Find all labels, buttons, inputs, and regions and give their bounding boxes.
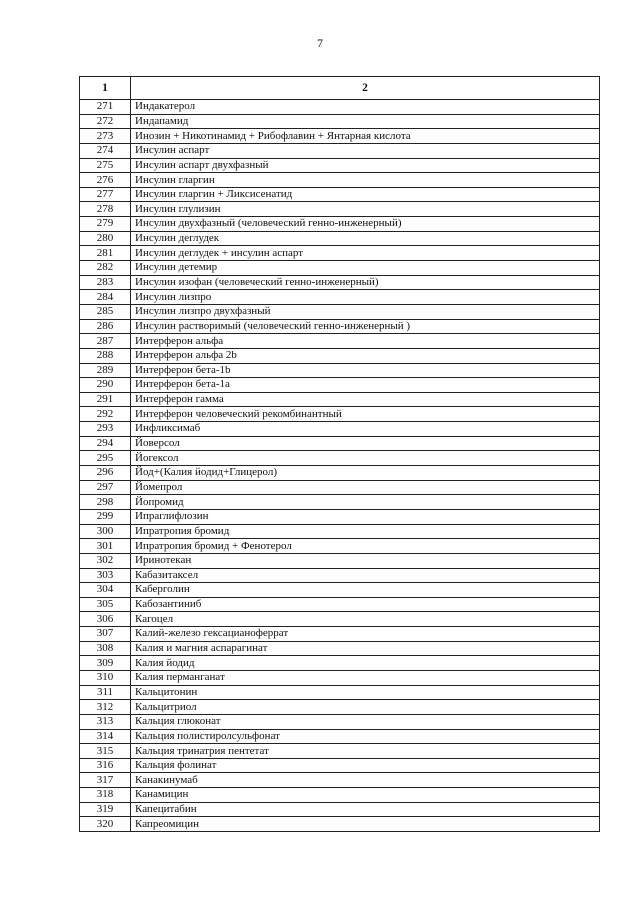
table-row (80, 744, 600, 759)
table-row (80, 173, 600, 188)
table-row (80, 509, 600, 524)
drug-name-cell: Калия йодид (131, 656, 600, 671)
drug-name-cell: Иринотекан (131, 553, 600, 568)
table-body (80, 100, 600, 832)
drug-name-cell: Каберголин (131, 583, 600, 598)
row-number-cell: 316 (80, 758, 131, 773)
row-number-cell: 282 (80, 261, 131, 276)
table-row (80, 231, 600, 246)
row-number-cell: 310 (80, 670, 131, 685)
row-number-cell: 281 (80, 246, 131, 261)
table-row (80, 480, 600, 495)
table-row (80, 348, 600, 363)
row-number-cell: 294 (80, 436, 131, 451)
row-number-cell: 276 (80, 173, 131, 188)
row-number-cell: 278 (80, 202, 131, 217)
drug-name-cell: Кабозантиниб (131, 597, 600, 612)
row-number-cell: 284 (80, 290, 131, 305)
table-row (80, 187, 600, 202)
table-row (80, 114, 600, 129)
table-row (80, 729, 600, 744)
table-row (80, 407, 600, 422)
table-row (80, 714, 600, 729)
drug-name-cell: Интерферон человеческий рекомбинантный (131, 407, 600, 422)
drug-name-cell: Инфликсимаб (131, 422, 600, 437)
row-number-cell: 291 (80, 392, 131, 407)
row-number-cell: 292 (80, 407, 131, 422)
table-row (80, 378, 600, 393)
drug-name-cell: Инсулин гларгин (131, 173, 600, 188)
drug-name-cell: Инсулин двухфазный (человеческий генно-инженерный) (131, 217, 600, 232)
drug-name-cell: Кальцитриол (131, 700, 600, 715)
table-row (80, 817, 600, 832)
drug-name-cell: Интерферон альфа (131, 334, 600, 349)
table-row (80, 685, 600, 700)
table-row (80, 217, 600, 232)
row-number-cell: 275 (80, 158, 131, 173)
table-row (80, 202, 600, 217)
table-row (80, 700, 600, 715)
row-number-cell: 272 (80, 114, 131, 129)
table-row (80, 100, 600, 115)
drug-name-cell: Кальцитонин (131, 685, 600, 700)
table-row (80, 641, 600, 656)
table-row (80, 451, 600, 466)
table-row (80, 392, 600, 407)
row-number-cell: 297 (80, 480, 131, 495)
row-number-cell: 287 (80, 334, 131, 349)
page-number: 7 (317, 36, 323, 50)
row-number-cell: 308 (80, 641, 131, 656)
drug-name-cell: Кальция глюконат (131, 714, 600, 729)
drug-name-cell: Канамицин (131, 788, 600, 803)
row-number-cell: 305 (80, 597, 131, 612)
table-row (80, 466, 600, 481)
drug-name-cell: Йод+(Калия йодид+Глицерол) (131, 466, 600, 481)
row-number-cell: 309 (80, 656, 131, 671)
drug-name-cell: Йоверсол (131, 436, 600, 451)
drug-name-cell: Индакатерол (131, 100, 600, 115)
drug-name-cell: Капреомицин (131, 817, 600, 832)
row-number-cell: 320 (80, 817, 131, 832)
drug-name-cell: Йомепрол (131, 480, 600, 495)
table-row (80, 597, 600, 612)
row-number-cell: 307 (80, 627, 131, 642)
row-number-cell: 298 (80, 495, 131, 510)
drug-name-cell: Инсулин изофан (человеческий генно-инженерный) (131, 275, 600, 290)
row-number-cell: 280 (80, 231, 131, 246)
drug-name-cell: Инсулин деглудек (131, 231, 600, 246)
drug-name-cell: Кагоцел (131, 612, 600, 627)
drug-table (79, 76, 600, 832)
row-number-cell: 313 (80, 714, 131, 729)
table-row (80, 539, 600, 554)
row-number-cell: 296 (80, 466, 131, 481)
table-row (80, 758, 600, 773)
drug-name-cell: Ипраглифлозин (131, 509, 600, 524)
drug-name-cell: Калия и магния аспарагинат (131, 641, 600, 656)
drug-name-cell: Инсулин деглудек + инсулин аспарт (131, 246, 600, 261)
table-row (80, 788, 600, 803)
table-row (80, 583, 600, 598)
table-row (80, 773, 600, 788)
table-row (80, 129, 600, 144)
drug-name-cell: Интерферон альфа 2b (131, 348, 600, 363)
row-number-cell: 285 (80, 304, 131, 319)
drug-name-cell: Йогексол (131, 451, 600, 466)
table-row (80, 656, 600, 671)
row-number-cell: 311 (80, 685, 131, 700)
row-number-cell: 303 (80, 568, 131, 583)
table-header-row (80, 77, 600, 100)
row-number-cell: 286 (80, 319, 131, 334)
table-row (80, 290, 600, 305)
table-row (80, 802, 600, 817)
table-row (80, 553, 600, 568)
drug-name-cell: Инсулин растворимый (человеческий генно-инженерный ) (131, 319, 600, 334)
row-number-cell: 302 (80, 553, 131, 568)
table-row (80, 261, 600, 276)
drug-name-cell: Индапамид (131, 114, 600, 129)
table-row (80, 319, 600, 334)
table-row (80, 436, 600, 451)
drug-name-cell: Ипратропия бромид (131, 524, 600, 539)
table-row (80, 246, 600, 261)
table-row (80, 158, 600, 173)
row-number-cell: 314 (80, 729, 131, 744)
table-row (80, 627, 600, 642)
drug-name-cell: Калий-железо гексацианоферрат (131, 627, 600, 642)
drug-name-cell: Интерферон гамма (131, 392, 600, 407)
row-number-cell: 273 (80, 129, 131, 144)
drug-name-cell: Капецитабин (131, 802, 600, 817)
row-number-cell: 271 (80, 100, 131, 115)
table-row (80, 568, 600, 583)
table-row (80, 304, 600, 319)
row-number-cell: 279 (80, 217, 131, 232)
drug-name-cell: Кальция тринатрия пентетат (131, 744, 600, 759)
column-header-name: 2 (131, 77, 600, 100)
table-row (80, 612, 600, 627)
drug-name-cell: Инсулин лизпро двухфазный (131, 304, 600, 319)
drug-name-cell: Интерферон бета-1b (131, 363, 600, 378)
row-number-cell: 301 (80, 539, 131, 554)
row-number-cell: 318 (80, 788, 131, 803)
row-number-cell: 293 (80, 422, 131, 437)
table-row (80, 334, 600, 349)
drug-name-cell: Ипратропия бромид + Фенотерол (131, 539, 600, 554)
drug-name-cell: Интерферон бета-1a (131, 378, 600, 393)
table-row (80, 670, 600, 685)
row-number-cell: 312 (80, 700, 131, 715)
row-number-cell: 319 (80, 802, 131, 817)
row-number-cell: 315 (80, 744, 131, 759)
drug-name-cell: Калия перманганат (131, 670, 600, 685)
drug-name-cell: Кальция фолинат (131, 758, 600, 773)
table-row (80, 524, 600, 539)
row-number-cell: 317 (80, 773, 131, 788)
drug-name-cell: Канакинумаб (131, 773, 600, 788)
row-number-cell: 295 (80, 451, 131, 466)
row-number-cell: 274 (80, 143, 131, 158)
row-number-cell: 304 (80, 583, 131, 598)
drug-name-cell: Инсулин детемир (131, 261, 600, 276)
table-row (80, 143, 600, 158)
row-number-cell: 299 (80, 509, 131, 524)
table-row (80, 495, 600, 510)
drug-name-cell: Инсулин глулизин (131, 202, 600, 217)
drug-name-cell: Инсулин аспарт двухфазный (131, 158, 600, 173)
drug-name-cell: Кабазитаксел (131, 568, 600, 583)
row-number-cell: 306 (80, 612, 131, 627)
drug-name-cell: Инозин + Никотинамид + Рибофлавин + Янтарная кислота (131, 129, 600, 144)
drug-name-cell: Инсулин гларгин + Ликсисенатид (131, 187, 600, 202)
drug-name-cell: Инсулин аспарт (131, 143, 600, 158)
row-number-cell: 277 (80, 187, 131, 202)
row-number-cell: 290 (80, 378, 131, 393)
table-row (80, 363, 600, 378)
row-number-cell: 283 (80, 275, 131, 290)
table-row (80, 422, 600, 437)
drug-name-cell: Кальция полистиролсульфонат (131, 729, 600, 744)
column-header-number: 1 (80, 77, 131, 100)
drug-name-cell: Инсулин лизпро (131, 290, 600, 305)
row-number-cell: 288 (80, 348, 131, 363)
row-number-cell: 300 (80, 524, 131, 539)
row-number-cell: 289 (80, 363, 131, 378)
drug-name-cell: Йопромид (131, 495, 600, 510)
table-row (80, 275, 600, 290)
